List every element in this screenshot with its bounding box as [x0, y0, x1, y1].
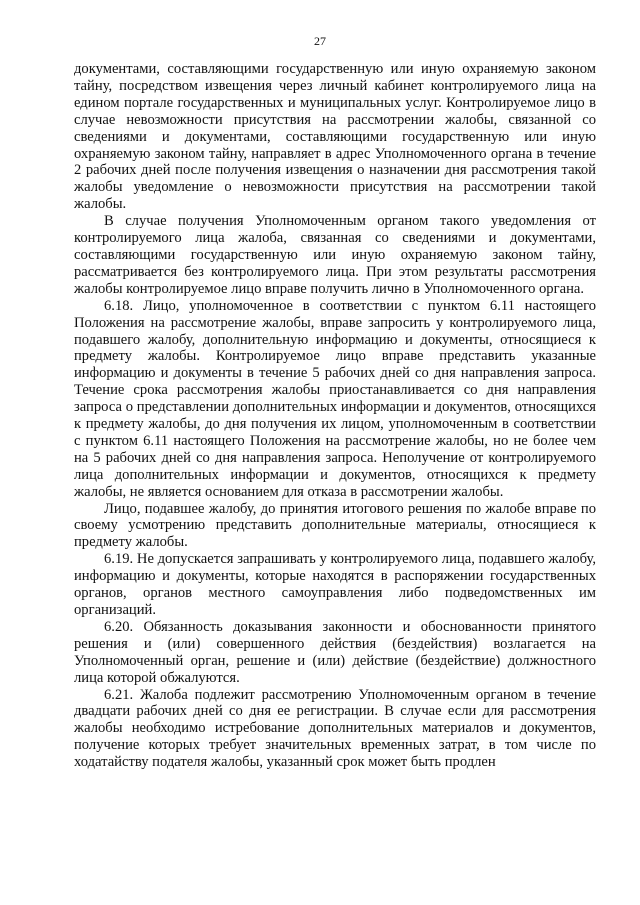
- paragraph-notification: В случае получения Уполномоченным органом такого уведомления от контролируемого лица жалоба, связанная со сведениями и документами, составляющими государственную или иную охраняемую законом тайну, рассматривается без контролируемого лица. При этом результаты рассмотрения жалобы контролируемое лицо вправе получить лично в Уполномоченного органа.: [74, 213, 596, 297]
- paragraph-6-20: 6.20. Обязанность доказывания законности и обоснованности принятого решения и (или) совершенного действия (бездействия) возлагается на Уполномоченный орган, решение и (или) действие (бездействие) должностного лица которой обжалуются.: [74, 618, 596, 686]
- document-body: [74, 61, 596, 771]
- paragraph-additional-materials: Лицо, подавшее жалобу, до принятия итогового решения по жалобе вправе по своему усмотрению представить дополнительные материалы, относящиеся к предмету жалобы.: [74, 500, 596, 551]
- page-number: 27: [314, 34, 326, 48]
- paragraph-6-21: 6.21. Жалоба подлежит рассмотрению Уполномоченным органом в течение двадцати рабочих дней со дня ее регистрации. В случае если для рассмотрения жалобы необходимо истребование дополнительных материалов и документов, получение которых требует значительных временных затрат, в том числе по ходатайству подателя жалобы, указанный срок может быть продлен: [74, 686, 596, 771]
- paragraph-6-18: 6.18. Лицо, уполномоченное в соответствии с пунктом 6.11 настоящего Положения на рассмотрение жалобы, вправе запросить у контролируемого лица, подавшего жалобу, дополнительную информацию и документы, относящиеся к предмету жалобы. Контролируемое лицо вправе представить указанные информацию и документы в течение 5 рабочих дней со дня направления запроса. Течение срока рассмотрения жалобы приостанавливается со дня направления запроса о представлении дополнительных информации и документов, относящихся к предмету жалобы, до дня получения их лицом, уполномоченным в соответствии с пунктом 6.11 настоящего Положения на рассмотрение жалобы, но не более чем на 5 рабочих дней со дня направления запроса. Неполучение от контролируемого лица дополнительных информации и документов, относящихся к предмету жалобы, не является основанием для отказа в рассмотрении жалобы.: [74, 297, 596, 500]
- paragraph-6-19: 6.19. Не допускается запрашивать у контролируемого лица, подавшего жалобу, информацию и документы, которые находятся в распоряжении государственных органов, органов местного самоуправления либо подведомственных им организаций.: [74, 551, 596, 618]
- paragraph-continuation: документами, составляющими государственную или иную охраняемую законом тайну, посредством извещения через личный кабинет контролируемого лица на едином портале государственных и муниципальных услуг. Контролируемое лицо в случае невозможности присутствия на рассмотрении жалобы, связанной со сведениями и документами, составляющими государственную или иную охраняемую законом тайну, направляет в адрес Уполномоченного органа в течение 2 рабочих дней после получения извещения о назначении дня рассмотрения такой жалобы уведомление о невозможности присутствия на рассмотрении такой жалобы.: [74, 61, 596, 213]
